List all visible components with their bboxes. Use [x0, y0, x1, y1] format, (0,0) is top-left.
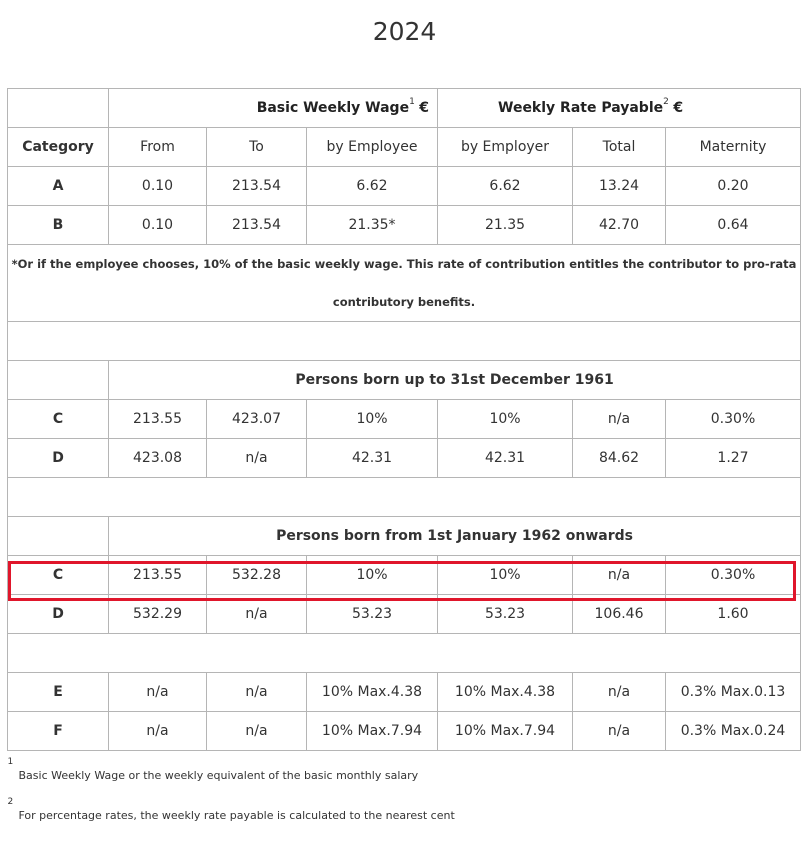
- note-row: [8, 245, 801, 322]
- table-cell: 213.54: [207, 167, 307, 206]
- category-cell: E: [8, 673, 109, 712]
- table-cell: 213.55: [109, 400, 207, 439]
- table-cell: 84.62: [573, 439, 666, 478]
- table-cell: 532.28: [207, 556, 307, 595]
- spacer-cell: [8, 634, 801, 673]
- footnotes-row: [8, 751, 801, 832]
- table-cell: 0.64: [666, 206, 801, 245]
- table-cell: 0.3% Max.0.13: [666, 673, 801, 712]
- spacer-cell: [8, 322, 801, 361]
- table-row: [8, 595, 801, 634]
- footnote-text: Basic Weekly Wage or the weekly equivalent of the basic monthly salary: [18, 769, 419, 782]
- spacer-row: [8, 322, 801, 361]
- section-empty-cell: [8, 361, 109, 400]
- table-cell: n/a: [207, 712, 307, 751]
- table-cell: 0.30%: [666, 400, 801, 439]
- table-cell: 213.54: [207, 206, 307, 245]
- table-cell: 532.29: [109, 595, 207, 634]
- table-cell: 1.60: [666, 595, 801, 634]
- table-cell: 42.70: [573, 206, 666, 245]
- category-cell: D: [8, 595, 109, 634]
- table-cell: 42.31: [307, 439, 438, 478]
- column-header: Category: [8, 128, 109, 167]
- footnote-text: For percentage rates, the weekly rate payable is calculated to the nearest cent: [18, 809, 455, 822]
- spacer-row: [8, 634, 801, 673]
- spacer-row: [8, 478, 801, 517]
- table-cell: n/a: [207, 595, 307, 634]
- table-cell: 10% Max.7.94: [307, 712, 438, 751]
- table-cell: 53.23: [438, 595, 573, 634]
- contribution-note: *Or if the employee chooses, 10% of the basic weekly wage. This rate of contribution entitles the contributor to pro-rata contributory benefits.: [8, 245, 801, 322]
- table-row: [8, 712, 801, 751]
- header-columns-row: [8, 128, 801, 167]
- category-cell: C: [8, 400, 109, 439]
- category-cell: A: [8, 167, 109, 206]
- header-basic-weekly-wage: Basic Weekly Wage$^1$ €: [109, 89, 438, 128]
- table-row: [8, 206, 801, 245]
- table-cell: 10% Max.4.38: [307, 673, 438, 712]
- table-cell: 0.30%: [666, 556, 801, 595]
- table-cell: n/a: [109, 673, 207, 712]
- category-cell: B: [8, 206, 109, 245]
- section-header-row: [8, 517, 801, 556]
- table-cell: 423.08: [109, 439, 207, 478]
- table-cell: n/a: [573, 400, 666, 439]
- footnote: [8, 791, 801, 831]
- table-cell: 6.62: [438, 167, 573, 206]
- table-cell: 10% Max.7.94: [438, 712, 573, 751]
- table-cell: 10%: [438, 556, 573, 595]
- table-cell: 21.35: [438, 206, 573, 245]
- table-cell: n/a: [207, 439, 307, 478]
- spacer-cell: [8, 478, 801, 517]
- table-row: [8, 400, 801, 439]
- table-cell: n/a: [573, 556, 666, 595]
- footnote-number: 1: [7, 757, 14, 767]
- table-cell: 0.10: [109, 167, 207, 206]
- section-title: Persons born up to 31st December 1961: [109, 361, 801, 400]
- header-empty-cell: [8, 89, 109, 128]
- section-header-row: [8, 361, 801, 400]
- table-row: [8, 439, 801, 478]
- category-cell: F: [8, 712, 109, 751]
- column-header: Total: [573, 128, 666, 167]
- section-empty-cell: [8, 517, 109, 556]
- table-cell: 213.55: [109, 556, 207, 595]
- table-cell: 10%: [438, 400, 573, 439]
- table-cell: 13.24: [573, 167, 666, 206]
- table-row: [8, 673, 801, 712]
- table-cell: 10%: [307, 400, 438, 439]
- header-weekly-rate-payable: Weekly Rate Payable$^2$ €: [438, 89, 801, 128]
- table-cell: n/a: [573, 712, 666, 751]
- table-cell: 0.10: [109, 206, 207, 245]
- table-cell: 1.27: [666, 439, 801, 478]
- table-cell: 423.07: [207, 400, 307, 439]
- table-cell: n/a: [573, 673, 666, 712]
- column-header: Maternity: [666, 128, 801, 167]
- table-cell: n/a: [109, 712, 207, 751]
- column-header: To: [207, 128, 307, 167]
- page-title: 2024: [372, 17, 437, 46]
- contribution-rates-table: [7, 88, 801, 831]
- column-header: by Employer: [438, 128, 573, 167]
- footnote: [8, 751, 801, 791]
- table-cell: 10% Max.4.38: [438, 673, 573, 712]
- table-cell: 106.46: [573, 595, 666, 634]
- table-cell: 0.3% Max.0.24: [666, 712, 801, 751]
- table-row-highlighted: [8, 556, 801, 595]
- category-cell: D: [8, 439, 109, 478]
- table-cell: 42.31: [438, 439, 573, 478]
- footnotes: [8, 751, 801, 832]
- category-cell: C: [8, 556, 109, 595]
- column-header: by Employee: [307, 128, 438, 167]
- table-cell: 10%: [307, 556, 438, 595]
- table-cell: n/a: [207, 673, 307, 712]
- section-title: Persons born from 1st January 1962 onwards: [109, 517, 801, 556]
- table-cell: 0.20: [666, 167, 801, 206]
- header-group-row: [8, 89, 801, 128]
- column-header: From: [109, 128, 207, 167]
- table-cell: 21.35*: [307, 206, 438, 245]
- footnote-number: 2: [7, 797, 14, 807]
- table-row: [8, 167, 801, 206]
- table-cell: 6.62: [307, 167, 438, 206]
- table-cell: 53.23: [307, 595, 438, 634]
